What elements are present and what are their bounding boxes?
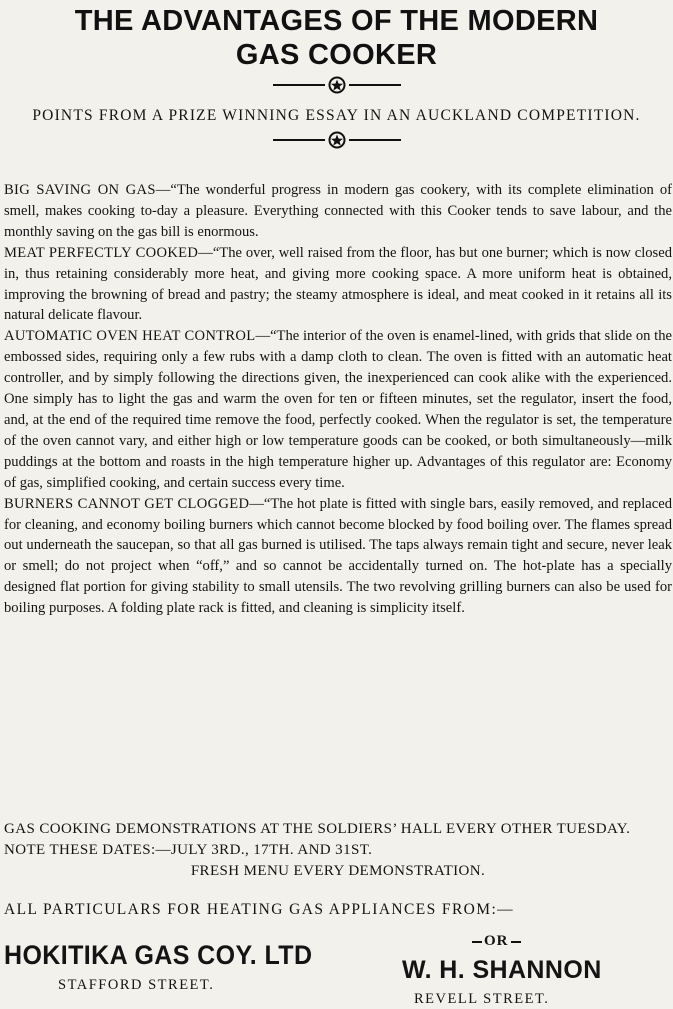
section-text: —“The over, well raised from the floor, has but one burner; which is now closed in, thus retaining considerably more heat, and giving more cooking space. A more uniform heat is obtained, improving the browning of bread and pastry; the steamy atmosphere is ideal, and meat cooked in it retains all its natural delicate flavour. — [4, 244, 672, 324]
section-heading: BIG SAVING ON GAS — [4, 182, 156, 198]
fresh-menu-line: FRESH MENU EVERY DEMONSTRATION. — [190, 863, 486, 879]
or-label: OR — [470, 933, 523, 950]
headline — [0, 4, 673, 72]
headline-line-2: GAS COOKER — [235, 39, 438, 71]
supplier-street: STAFFORD STREET. — [58, 977, 215, 993]
demonstrations-notice — [4, 819, 672, 882]
subheadline: POINTS FROM A PRIZE WINNING ESSAY IN AN AUCKLAND COMPETITION. — [32, 107, 641, 124]
headline-line-1: THE ADVANTAGES OF THE MODERN — [74, 5, 599, 37]
section-text: —“The hot plate is fitted with single bars, easily removed, and replaced for cleaning, and economy boiling burners which cannot become blocked by food boiling over. The flames spread out underneath the saucepan, so that all gas burned is utilised. The taps always remain tight and secure, never leak or smell; do not project when “off,” and so cannot be accidentally turned on. The hot-plate has a specially designed flat portion for giving stability to small utensils. The two revolving grilling burners can also be used for boiling purposes. A folding plate rack is fitted, and cleaning is simplicity itself. — [4, 495, 673, 617]
agent-street: REVELL STREET. — [414, 991, 550, 1007]
section-meat-cooked — [4, 243, 672, 327]
demonstrations-dates: GAS COOKING DEMONSTRATIONS AT THE SOLDIERS’ HALL EVERY OTHER TUESDAY. NOTE THESE DATES:—JULY 3RD., 17TH. AND 31ST. — [4, 821, 631, 858]
supplier-name: HOKITIKA GAS COY. LTD — [4, 940, 313, 971]
section-text: —“The interior of the oven is enamel-lined, with grids that slide on the embossed sides, requiring only a few rubs with a damp cloth to clean. The oven is fitted with an automatic heat controller, and by simply following the directions given, the inexperienced can cook alike with the experienced. One simply has to light the gas and warm the oven for ten or fifteen minutes, set the regulator, insert the food, and, at the end of the required time remove the food, perfectly cooked. When the regulator is set, the temperature of the oven cannot vary, and either high or low temperature goods can be cooked, or both simultaneously—milk puddings at the bottom and roasts in the high temperature higher up. Advantages of this regulator are: Economy of gas, simplified cooking, and certain success every time. — [4, 328, 672, 491]
agent-name: W. H. SHANNON — [402, 956, 602, 984]
section-heading: MEAT PERFECTLY COOKED — [4, 244, 199, 261]
section-heading: BURNERS CANNOT GET CLOGGED — [4, 495, 250, 512]
article-body — [4, 180, 672, 619]
section-heading: AUTOMATIC OVEN HEAT CONTROL — [4, 328, 256, 345]
star-divider-icon — [267, 76, 407, 94]
particulars-line: ALL PARTICULARS FOR HEATING GAS APPLIANCES FROM:— — [4, 901, 515, 918]
section-text: —“The wonderful progress in modern gas cookery, with its complete elimination of smell, makes cooking to-day a pleasure. Everything connected with this Cooker tends to save labour, and the monthly saving on the gas bill is enormous. — [4, 182, 672, 240]
section-burners — [4, 494, 672, 619]
star-divider-icon — [267, 131, 407, 149]
section-oven-control — [4, 326, 672, 493]
section-big-saving — [4, 180, 672, 243]
